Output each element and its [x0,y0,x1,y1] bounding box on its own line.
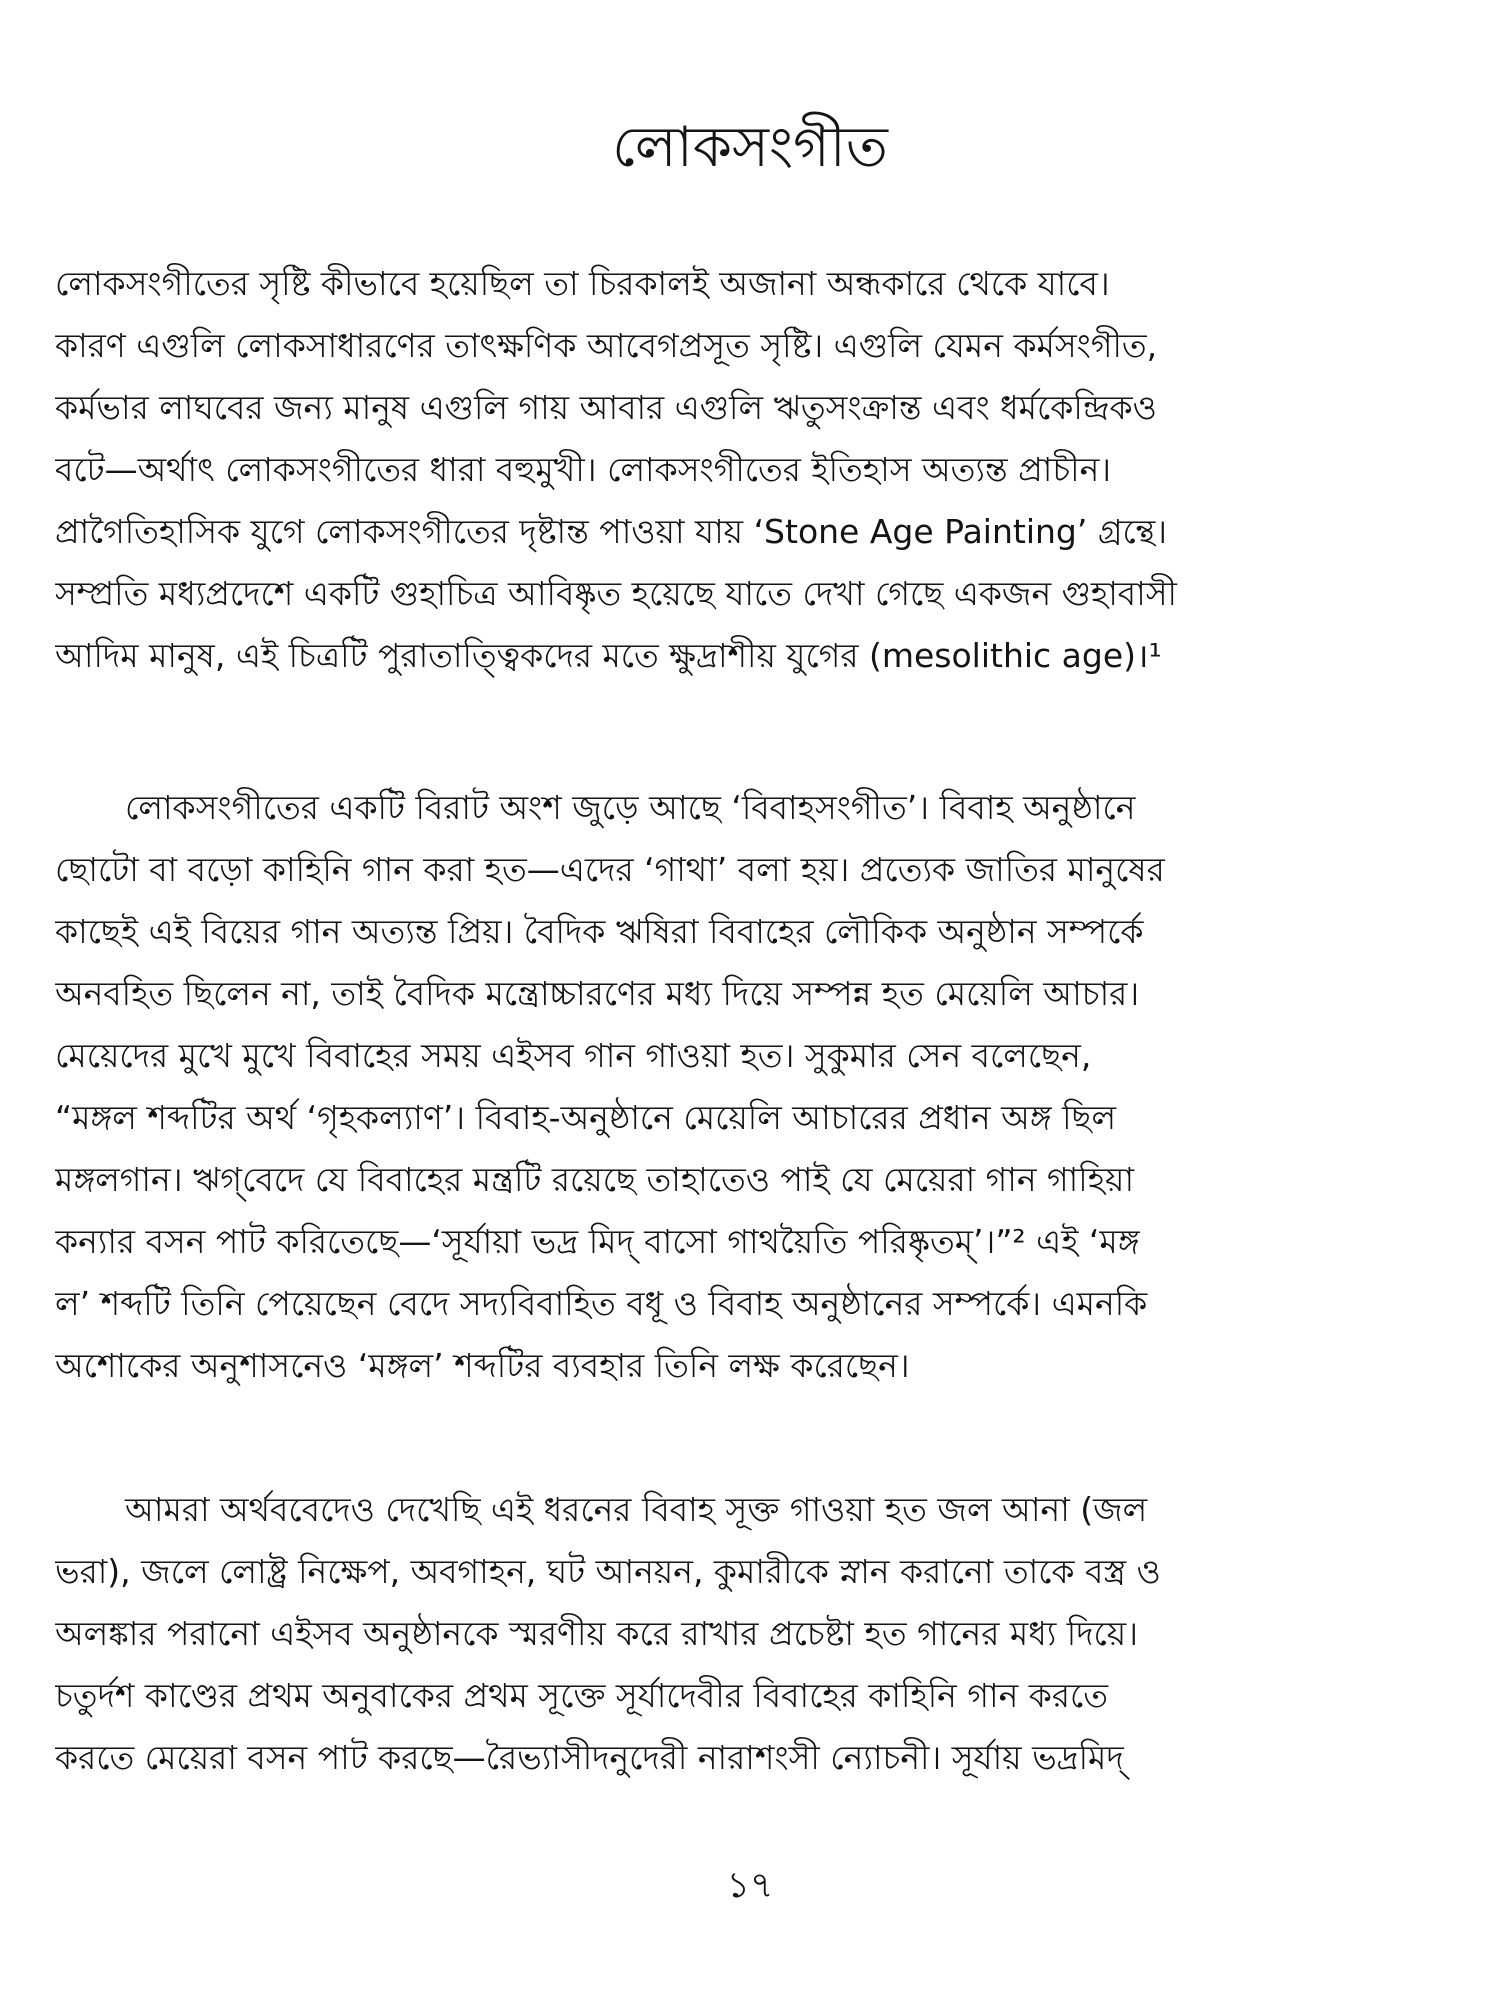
text-line: অনবহিত ছিলেন না, তাই বৈদিক মন্ত্রোচ্চারণের মধ্য দিয়ে সম্পন্ন হত মেয়েলি আচার। [55,974,1140,1013]
text-line: কাছেই এই বিয়ের গান অত্যন্ত প্রিয়। বৈদিক ঋষিরা বিবাহের লৌকিক অনুষ্ঠান সম্পর্কে [55,912,1144,951]
paragraph-2 [55,777,1445,1397]
text-line: ল’ শব্দটি তিনি পেয়েছেন বেদে সদ্যবিবাহিত বধূ ও বিবাহ অনুষ্ঠানের সম্পর্কে। এমনকি [55,1284,1148,1323]
text-line: বটে—অর্থাৎ লোকসংগীতের ধারা বহুমুখী। লোকসংগীতের ইতিহাস অত্যন্ত প্রাচীন। [55,450,1112,489]
text-line: প্রাগৈতিহাসিক যুগে লোকসংগীতের দৃষ্টান্ত পাওয়া যায় ‘Stone Age Painting’ গ্রন্থে। [55,512,1168,551]
text-line: মেয়েদের মুখে মুখে বিবাহের সময় এইসব গান গাওয়া হত। সুকুমার সেন বলেছেন, [55,1036,1092,1075]
text-line: ভরা), জলে লোষ্ট্র নিক্ষেপ, অবগাহন, ঘট আনয়ন, কুমারীকে স্নান করানো তাকে বস্ত্র ও [55,1552,1161,1591]
text-line: লোকসংগীতের একটি বিরাট অংশ জুড়ে আছে ‘বিবাহসংগীত’। বিবাহ অনুষ্ঠানে [125,788,1136,827]
text-line: কন্যার বসন পাট করিতেছে—‘সূর্যায়া ভদ্র মিদ্ বাসো গাথয়ৈতি পরিষ্কৃতম্’।”² এই ‘মঙ্গ [55,1222,1140,1261]
text-line: সম্প্রতি মধ্যপ্রদেশে একটি গুহাচিত্র আবিষ্কৃত হয়েছে যাতে দেখা গেছে একজন গুহাবাসী [55,574,1177,613]
text-line: আদিম মানুষ, এই চিত্রটি পুরাতাত্ত্বিকদের মতে ক্ষুদ্রাশীয় যুগের (mesolithic age)।¹ [55,636,1162,675]
page-title: লোকসংগীত [612,115,888,180]
text-line: “মঙ্গল শব্দটির অর্থ ‘গৃহকল্যাণ’। বিবাহ-অনুষ্ঠানে মেয়েলি আচারের প্রধান অঙ্গ ছিল [55,1098,1117,1137]
text-line: কারণ এগুলি লোকসাধারণের তাৎক্ষণিক আবেগপ্রসূত সৃষ্টি। এগুলি যেমন কর্মসংগীত, [55,326,1158,365]
text-line: মঙ্গলগান। ঋগ্‌বেদে যে বিবাহের মন্ত্রটি রয়েছে তাহাতেও পাই যে মেয়েরা গান গাহিয়া [55,1160,1135,1199]
paragraph-3 [55,1479,1445,1789]
text-line: ছোটো বা বড়ো কাহিনি গান করা হত—এদের ‘গাথা’ বলা হয়। প্রত্যেক জাতির মানুষের [55,850,1165,889]
text-line: লোকসংগীতের সৃষ্টি কীভাবে হয়েছিল তা চিরকালই অজানা অন্ধকারে থেকে যাবে। [55,264,1110,303]
text-line: করতে মেয়েরা বসন পাট করছে—রৈভ্যাসীদনুদেরী নারাশংসী ন্যোচনী। সূর্যায় ভদ্রমিদ্ [55,1738,1124,1777]
text-line: অলঙ্কার পরানো এইসব অনুষ্ঠানকে স্মরণীয় করে রাখার প্রচেষ্টা হত গানের মধ্য দিয়ে। [55,1614,1139,1653]
text-line: অশোকের অনুশাসনেও ‘মঙ্গল’ শব্দটির ব্যবহার তিনি লক্ষ করেছেন। [55,1346,910,1385]
text-line: কর্মভার লাঘবের জন্য মানুষ এগুলি গায় আবার এগুলি ঋতুসংক্রান্ত এবং ধর্মকেন্দ্রিকও [55,388,1157,427]
page-number: ১৭ [726,1865,774,1906]
paragraph-1 [55,253,1445,687]
text-line: আমরা অর্থববেদেও দেখেছি এই ধরনের বিবাহ সূক্ত গাওয়া হত জল আনা (জল [125,1490,1148,1529]
text-line: চতুর্দশ কাণ্ডের প্রথম অনুবাকের প্রথম সূক্তে সূর্যাদেবীর বিবাহের কাহিনি গান করতে [55,1676,1109,1715]
